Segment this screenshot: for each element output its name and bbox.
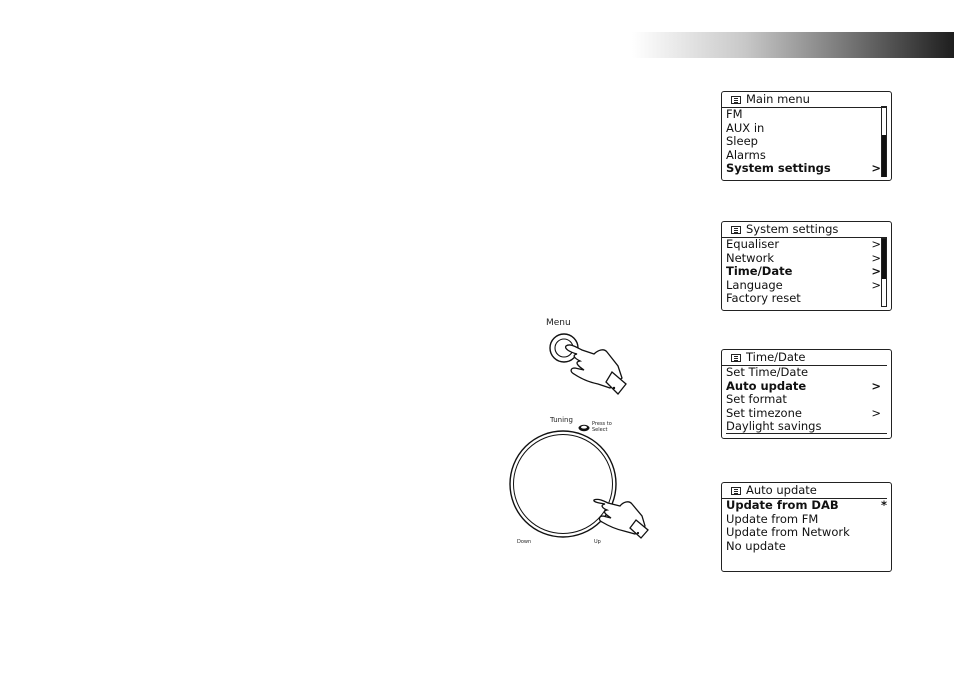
menu-button-label: Menu — [546, 318, 571, 328]
lcd-title: System settings — [746, 222, 839, 237]
down-label: Down — [517, 539, 532, 545]
header-gradient-bar — [632, 32, 954, 58]
chevron-right-icon: > — [871, 250, 881, 265]
lcd-time-date — [721, 349, 892, 439]
menu-item-sleep: Sleep — [726, 134, 758, 148]
press-to-select-line2: Select — [592, 427, 608, 433]
menu-item-set-timezone: Set timezone > — [726, 405, 881, 420]
menu-item-daylight-savings: Daylight savings — [726, 419, 822, 433]
chevron-right-icon: > — [871, 277, 881, 292]
lcd-title-bar — [722, 223, 887, 238]
lcd-auto-update — [721, 482, 892, 572]
lcd-title-bar — [722, 93, 887, 108]
menu-item-update-from-network: Update from Network — [726, 525, 850, 539]
lcd-title-bar — [722, 484, 887, 499]
menu-item-no-update: No update — [726, 538, 786, 553]
lcd-system-settings — [721, 221, 892, 311]
menu-item-aux-in: AUX in — [726, 120, 765, 135]
tuning-dial-hand-illustration — [508, 428, 658, 540]
up-label: Up — [594, 539, 601, 545]
menu-item-time-date: Time/Date > — [726, 264, 881, 278]
lcd-title-bar — [722, 351, 887, 366]
chevron-right-icon: > — [871, 264, 881, 278]
tuning-label: Tuning — [550, 416, 573, 424]
menu-item-auto-update: Auto update > — [726, 378, 881, 393]
press-to-select-line1: Press to — [592, 421, 612, 427]
lcd-scrollbar — [881, 238, 887, 307]
lcd-title: Auto update — [746, 483, 817, 498]
chevron-right-icon: > — [871, 161, 881, 175]
lcd-title: Main menu — [746, 92, 810, 107]
lcd-bottom-rule — [726, 433, 887, 434]
menu-list-icon — [731, 226, 741, 234]
chevron-right-icon: > — [871, 405, 881, 420]
menu-item-set-format: Set format — [726, 392, 787, 406]
menu-item-system-settings: System settings > — [726, 161, 881, 175]
menu-item-set-time-date: Set Time/Date — [726, 365, 809, 379]
menu-item-update-from-fm: Update from FM — [726, 511, 819, 526]
menu-item-network: Network > — [726, 250, 881, 265]
menu-list-icon — [731, 96, 741, 104]
lcd-title: Time/Date — [746, 350, 806, 365]
chevron-right-icon: > — [871, 378, 881, 393]
lcd-scrollbar — [881, 106, 887, 177]
lcd-main-menu — [721, 91, 892, 181]
menu-button-hand-illustration — [540, 328, 640, 400]
scrollbar-thumb — [882, 135, 886, 177]
menu-list-icon — [731, 487, 741, 495]
asterisk-icon: * — [880, 498, 887, 512]
menu-item-alarms: Alarms — [726, 147, 766, 162]
scrollbar-thumb — [882, 239, 886, 279]
menu-item-equaliser: Equaliser > — [726, 237, 881, 251]
menu-item-fm: FM — [726, 107, 743, 121]
menu-list-icon — [731, 354, 741, 362]
menu-item-update-from-dab: Update from DAB * — [726, 498, 887, 512]
menu-item-language: Language > — [726, 277, 881, 292]
chevron-right-icon: > — [871, 237, 881, 251]
menu-item-factory-reset: Factory reset — [726, 291, 801, 305]
